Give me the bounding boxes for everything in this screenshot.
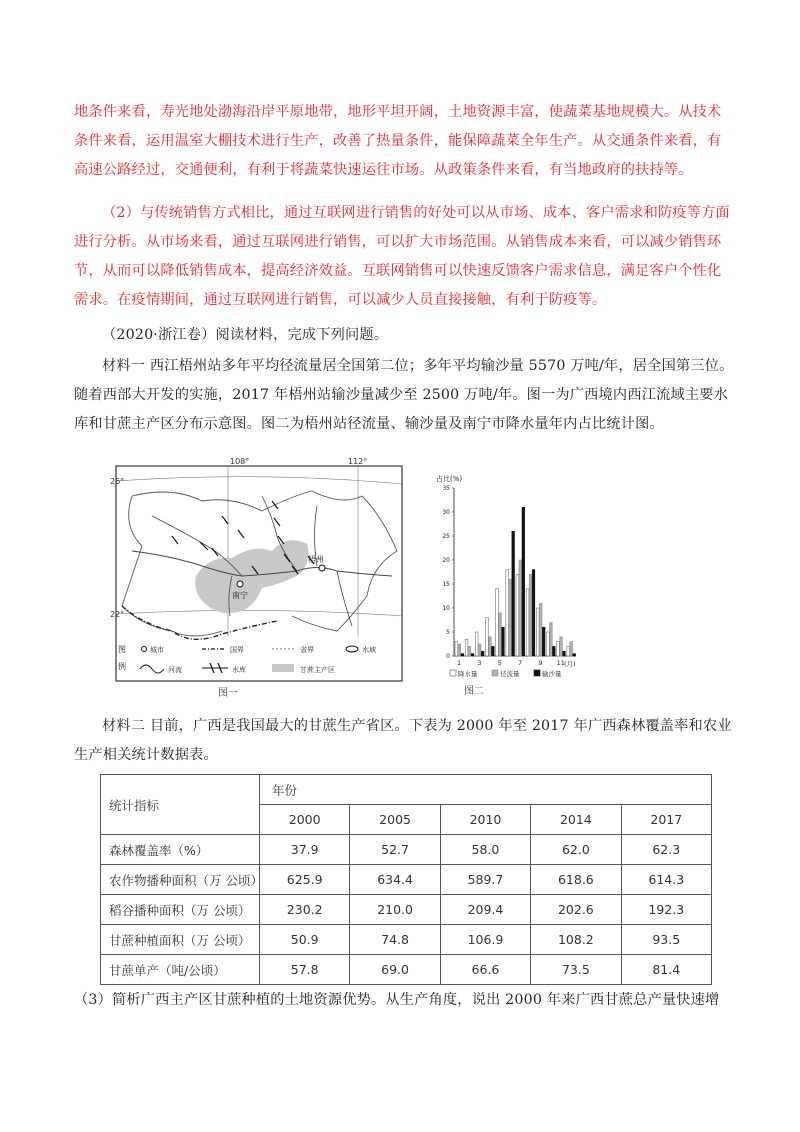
chart-bar — [536, 608, 539, 656]
chart-y-tick-label: 30 — [442, 509, 450, 516]
chart-bar — [560, 637, 563, 656]
chart-bar — [458, 644, 461, 656]
figure-2-chart — [428, 470, 588, 700]
table-cell: 192.3 — [621, 895, 711, 925]
chart-bar — [512, 531, 515, 656]
chart-x-tick-label: 3 — [477, 659, 482, 667]
chart-y-tick-label: 5 — [446, 629, 450, 636]
chart-legend-swatch — [492, 670, 498, 676]
chart-bar — [550, 622, 553, 656]
chart-y-tick-label: 35 — [442, 485, 450, 492]
chart-bar — [471, 654, 474, 656]
table-cell: 50.9 — [260, 925, 350, 955]
chart-xlabel: (月) — [564, 660, 576, 668]
chart-bar — [526, 589, 529, 656]
table-year-cell: 2017 — [621, 805, 711, 835]
table-cell: 634.4 — [350, 865, 440, 895]
legend-province-border: 省界 — [300, 646, 314, 654]
table-cell: 62.0 — [531, 835, 621, 865]
table-row — [101, 835, 712, 865]
table-cell: 210.0 — [350, 895, 440, 925]
table-cell: 209.4 — [440, 895, 530, 925]
material-1: 材料一 西江梧州站多年平均径流量居全国第二位；多年平均输沙量 5570 万吨/年，居全国第三位。随着西部大开发的实施，2017 年梧州站输沙量减少至 2500 万吨/年。图一为广西境内西江流域主要水库和甘蔗主产区分布示意图。图二为梧州站径流量、输沙量及南宁市降水量年内占比统计图。 — [74, 358, 734, 432]
figure-1-map — [112, 456, 408, 701]
material-2: 材料二 目前，广西是我国最大的甘蔗生产省区。下表为 2000 年至 2017 年广西森林覆盖率和农业生产相关统计数据表。 — [74, 718, 732, 763]
chart-bar — [465, 639, 468, 656]
table-cell: 202.6 — [531, 895, 621, 925]
chart-bar — [506, 570, 509, 656]
legend-title-2: 例 — [118, 662, 126, 671]
chart-bar — [519, 560, 522, 656]
chart-y-tick-label: 0 — [446, 653, 450, 660]
table-year-cell: 2014 — [531, 805, 621, 835]
chart-bar — [502, 627, 505, 656]
statistics-table — [100, 774, 712, 985]
chart-legend-label: 输沙量 — [542, 670, 562, 678]
table-cell: 74.8 — [350, 925, 440, 955]
chart-bar — [509, 579, 512, 656]
legend-water-icon — [346, 646, 358, 652]
legend-title-1: 图 — [118, 645, 126, 654]
table-cell: 37.9 — [260, 835, 350, 865]
chart-bar — [573, 654, 576, 656]
chart-x-tick-label: 11 — [556, 659, 565, 667]
table-cell: 614.3 — [621, 865, 711, 895]
table-cell: 69.0 — [350, 955, 440, 985]
table-row-label: 甘蔗种植面积（万 公顷） — [101, 925, 260, 955]
city-nanning-label: 南宁 — [232, 591, 248, 600]
chart-bar — [486, 618, 489, 656]
chart-y-tick-label: 15 — [442, 581, 450, 588]
table-header-year: 年份 — [260, 775, 712, 805]
chart-x-tick-label: 1 — [457, 659, 462, 667]
legend-sugarcane: 甘蔗主产区 — [300, 666, 335, 674]
table-cell: 106.9 — [440, 925, 530, 955]
legend-water: 水域 — [362, 646, 376, 654]
legend-national-border: 国界 — [230, 646, 244, 654]
chart-bar — [481, 651, 484, 656]
table-year-cell: 2005 — [350, 805, 440, 835]
chart-bar — [570, 642, 573, 656]
legend-reservoir: 水库 — [232, 666, 246, 674]
chart-bar — [455, 642, 458, 656]
table-row — [101, 865, 712, 895]
city-wuzhou-label: 梧州 — [308, 555, 324, 564]
chart-bar — [547, 632, 550, 656]
chart-x-tick-label: 7 — [518, 659, 523, 667]
chart-legend-swatch — [534, 670, 540, 676]
chart-bar — [499, 613, 502, 656]
table-cell: 58.0 — [440, 835, 530, 865]
table-cell: 625.9 — [260, 865, 350, 895]
figure-2-caption: 图二 — [464, 686, 484, 697]
legend-city-icon — [142, 647, 147, 652]
table-cell: 618.6 — [531, 865, 621, 895]
chart-bar — [532, 570, 535, 656]
table-cell: 93.5 — [621, 925, 711, 955]
chart-bar — [539, 603, 542, 656]
table-cell: 57.8 — [260, 955, 350, 985]
table-cell: 73.5 — [531, 955, 621, 985]
chart-x-tick-label: 5 — [497, 659, 502, 667]
chart-bar — [496, 589, 499, 656]
table-row-label: 森林覆盖率（%） — [101, 835, 260, 865]
legend-river: 河流 — [168, 666, 182, 674]
table-cell: 230.2 — [260, 895, 350, 925]
chart-bar — [542, 627, 545, 656]
chart-y-tick-label: 20 — [442, 557, 450, 564]
chart-legend-label: 径流量 — [500, 670, 520, 678]
chart-x-tick-label: 9 — [538, 659, 543, 667]
chart-legend-label: 降水量 — [458, 670, 478, 678]
chart-bar — [563, 651, 566, 656]
table-cell: 108.2 — [531, 925, 621, 955]
table-row-label: 甘蔗单产（吨/公顷） — [101, 955, 260, 985]
city-wuzhou-marker — [319, 565, 325, 571]
figure-1-caption: 图一 — [218, 688, 238, 699]
table-row-label: 稻谷播种面积（万 公顷） — [101, 895, 260, 925]
answer-paragraph-1: 地条件来看，寿光地处渤海沿岸平原地带，地形平坦开阔，土地资源丰富，使蔬菜基地规模大。从技术条件来看，运用温室大棚技术进行生产，改善了热量条件，能保障蔬菜全年生产。从交通条件来看，有高速公路经过，交通便利，有利于将蔬菜快速运往市场。从政策条件来看，有当地政府的扶持等。 — [74, 104, 722, 178]
chart-ylabel: 占比(%) — [436, 475, 463, 483]
answer-paragraph-2: （2）与传统销售方式相比，通过互联网进行销售的好处可以从市场、成本、客户需求和防疫等方面进行分析。从市场来看，通过互联网进行销售，可以扩大市场范围。从销售成本来看，可以减少销售环节，从而可以降低销售成本，提高经济效益。互联网销售可以快速反馈客户需求信息，满足客户个性化需求。在疫情期间，通过互联网进行销售，可以减少人员直接接触，有利于防疫等。 — [74, 205, 730, 308]
question-source: （2020·浙江卷）阅读材料，完成下列问题。 — [102, 327, 389, 343]
table-cell: 52.7 — [350, 835, 440, 865]
chart-bar — [529, 574, 532, 656]
table-header-indicator: 统计指标 — [101, 775, 260, 835]
table-cell: 81.4 — [621, 955, 711, 985]
chart-bar — [489, 637, 492, 656]
chart-bar — [522, 507, 525, 656]
chart-bar — [567, 646, 570, 656]
chart-bar — [468, 646, 471, 656]
chart-y-tick-label: 10 — [442, 605, 450, 612]
longitude-label-112: 112° — [348, 457, 368, 466]
chart-bar — [491, 646, 494, 656]
chart-bar — [475, 632, 478, 656]
latitude-label-26: 26° — [110, 477, 125, 486]
table-cell: 66.6 — [440, 955, 530, 985]
chart-bar — [557, 642, 560, 656]
chart-legend-swatch — [450, 670, 456, 676]
chart-y-tick-label: 25 — [442, 533, 450, 540]
chart-bar — [516, 574, 519, 656]
table-row-label: 农作物播种面积（万 公顷） — [101, 865, 260, 895]
table-year-cell: 2000 — [260, 805, 350, 835]
city-nanning-marker — [237, 581, 243, 587]
table-row — [101, 955, 712, 985]
latitude-label-22: 22° — [110, 610, 125, 619]
chart-bar — [552, 646, 555, 656]
question-3: （3）简析广西主产区甘蔗种植的土地资源优势。从生产角度，说出 2000 年来广西甘蔗总产量快速增 — [74, 992, 720, 1008]
table-row — [101, 895, 712, 925]
legend-sugarcane-icon — [272, 664, 294, 672]
longitude-label-108: 108° — [230, 457, 250, 466]
table-year-cell: 2010 — [440, 805, 530, 835]
chart-bar — [478, 644, 481, 656]
legend-city: 城市 — [150, 646, 164, 654]
chart-bar — [461, 654, 464, 656]
table-cell: 589.7 — [440, 865, 530, 895]
table-row — [101, 925, 712, 955]
table-cell: 62.3 — [621, 835, 711, 865]
